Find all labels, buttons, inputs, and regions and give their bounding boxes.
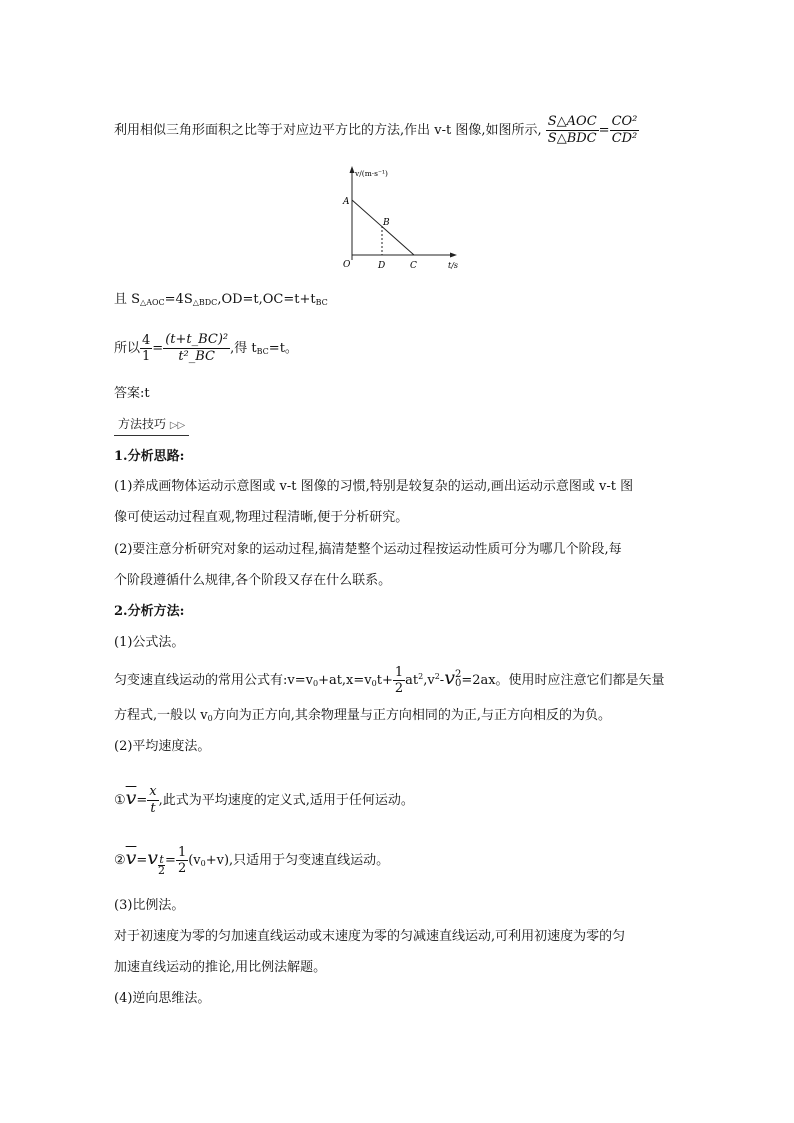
method2-title: (2)平均速度法。	[114, 739, 211, 754]
half-fraction: $\frac{1}{2}$	[394, 665, 404, 696]
intro-text: 利用相似三角形面积之比等于对应边平方比的方法,作出 v-t 图像,如图所示,	[114, 123, 542, 138]
avg-velocity-uniform: $②\overline{v}=v$ $\frac{t}{2}$ = $\frac{1}{2}$ $(v_0+v)$,只适用于匀变速直线运动。	[114, 845, 390, 877]
point-c-label: C	[410, 261, 417, 271]
double-arrow-icon: ▷▷	[169, 420, 186, 431]
method3-b: 加速直线运动的推论,用比例法解题。	[114, 960, 327, 975]
four-over-one: $\frac{4}{1}$	[142, 333, 151, 364]
v-bar-2: $\overline{v}$	[125, 847, 137, 869]
point-d-label: D	[378, 261, 386, 271]
x-axis-arrow-icon	[450, 253, 457, 258]
point-a-label: A	[343, 197, 350, 207]
section2-heading: 2.分析方法:	[114, 604, 185, 619]
section1-p2a: (2)要注意分析研究对象的运动过程,搞清楚整个运动过程按运动性质可分为哪几个阶段,每	[114, 542, 622, 557]
point-o-label: O	[343, 260, 351, 270]
area-ratio-fraction: $\frac{\text{S△AOC}}{\text{S△BDC}}$	[547, 114, 597, 146]
section1-heading: 1.分析思路:	[114, 449, 185, 464]
v-bar: $\overline{v}$	[125, 787, 137, 809]
side-ratio-fraction: $\frac{\text{CO²}}{\text{CD²}}$	[611, 114, 638, 146]
y-axis-arrow-icon	[350, 166, 355, 173]
x-axis-label: t/s	[448, 261, 459, 270]
area-relation-line: 且 $S_{\triangle AOC}=4S_{\triangle BDC},OD=t,OC=t+t_{BC}$	[114, 292, 328, 307]
section1-p1a: (1)养成画物体运动示意图或 v-t 图像的习惯,特别是较复杂的运动,画出运动示意图或 v-t 图	[114, 479, 634, 494]
t-over-2-sub: $\frac{t}{2}$	[158, 853, 166, 877]
section1-p2b: 个阶段遵循什么规律,各个阶段又存在什么联系。	[114, 573, 392, 588]
avg-velocity-def: $①\overline{v}=$ $\frac{x}{t}$ ,此式为平均速度的定义式,适用于任何运动。	[114, 784, 414, 816]
method1-title: (1)公式法。	[114, 635, 185, 650]
point-b-label: B	[383, 218, 390, 228]
v0-squared: v 2 0	[444, 667, 462, 689]
v-half-t: v	[147, 847, 159, 869]
so-line: 所以 $\frac{4}{1}$ = $\frac{\text{(t+t\_BC)²}}{\text{t²\_BC}}$ ,得 $t_{BC}=t$。	[114, 332, 298, 364]
vt-graph	[338, 162, 468, 274]
method3-a: 对于初速度为零的匀加速直线运动或末速度为零的匀减速直线运动,可利用初速度为零的匀	[114, 929, 626, 944]
intro-line: 利用相似三角形面积之比等于对应边平方比的方法,作出 v-t 图像,如图所示, $\frac{\text{S△AOC}}{\text{S△BDC}}$ = $\frac{\text{CO²}}{\text{CD²}}$	[114, 114, 638, 146]
formula-line: 匀变速直线运动的常用公式有$:v=v_0+at,x=v_0t+$ $\frac{1}{2}$ $at^2,v^2-v$ 2 0 =2ax。使用时应注意它们都是矢量	[114, 665, 665, 696]
y-axis-label: v/(m·s⁻¹)	[355, 169, 388, 178]
x-over-t: $\frac{x}{t}$	[149, 784, 157, 816]
half-fraction-2: $\frac{1}{2}$	[177, 845, 187, 876]
time-ratio-fraction: $\frac{\text{(t+t\_BC)²}}{\text{t²\_BC}}$	[165, 332, 229, 364]
method4-title: (4)逆向思维法。	[114, 991, 211, 1006]
method-tips-tag: 方法技巧 ▷▷	[114, 416, 189, 436]
method3-title: (3)比例法。	[114, 898, 185, 913]
answer: 答案:t	[114, 386, 150, 401]
formula-line-2: 方程式,一般以 $v_0$方向为正方向,其余物理量与正方向相同的为正,与正方向相反的为负。	[114, 708, 611, 723]
section1-p1b: 像可使运动过程直观,物理过程清晰,便于分析研究。	[114, 510, 409, 525]
